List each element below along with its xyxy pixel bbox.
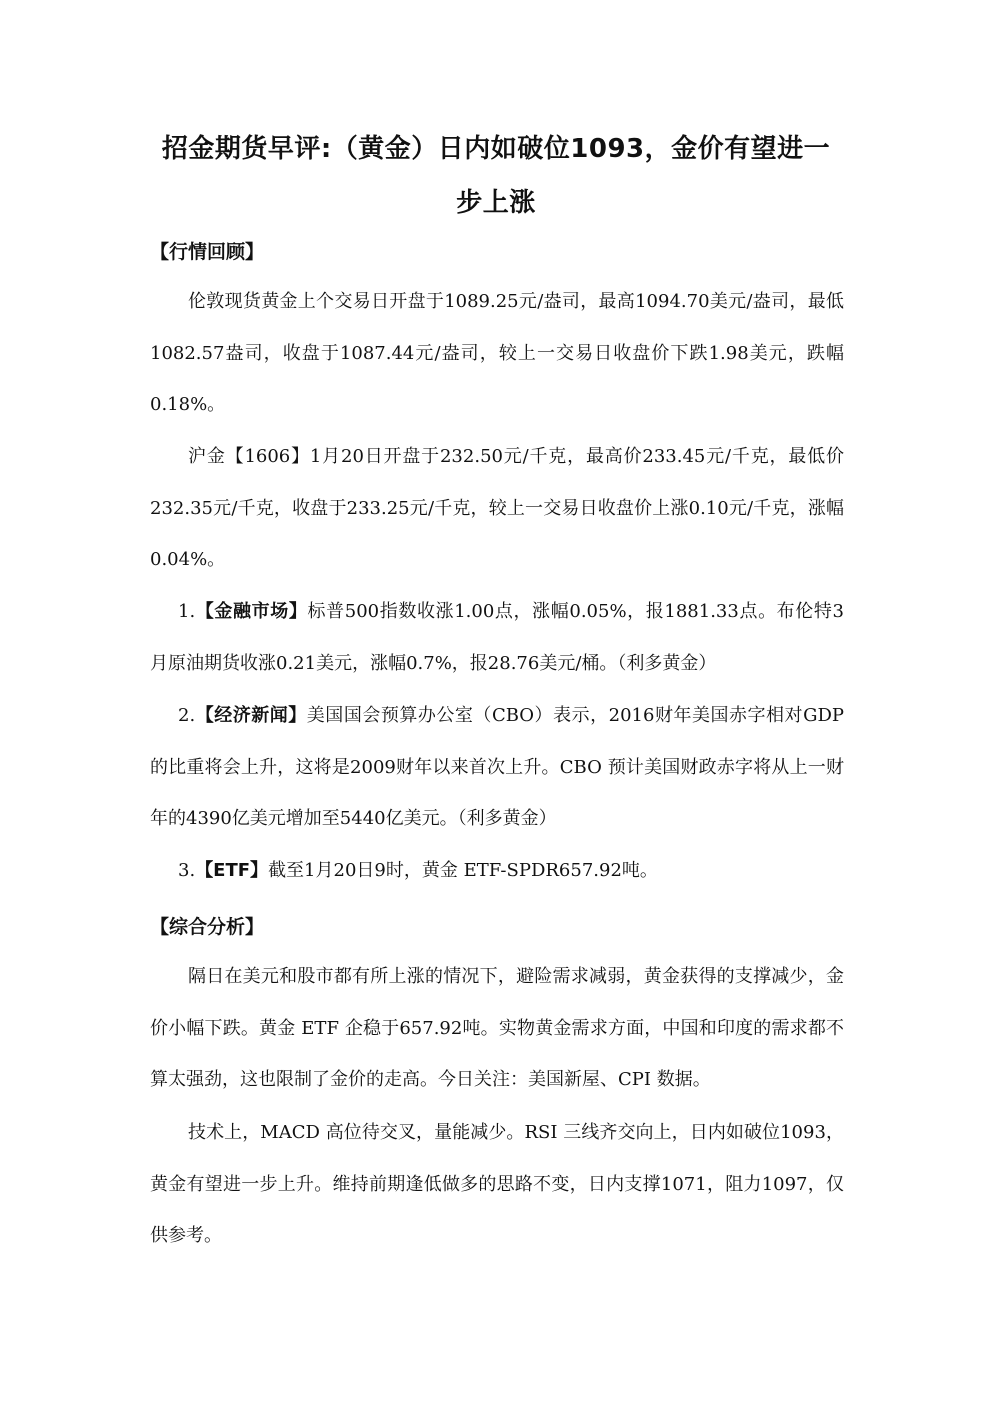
news-item-financial-market xyxy=(150,586,844,689)
review-paragraph-london-gold: 伦敦现货黄金上个交易日开盘于1089.25元/盎司，最高1094.70美元/盎司，最低1082.57盎司，收盘于1087.44元/盎司，较上一交易日收盘价下跌1.98美元，跌幅0.18%。 xyxy=(150,291,844,415)
news-item-number: 2. xyxy=(178,705,196,726)
section-heading-analysis: 【综合分析】 xyxy=(150,916,265,938)
news-item-economic-news xyxy=(150,690,844,845)
analysis-paragraph-market: 隔日在美元和股市都有所上涨的情况下，避险需求减弱，黄金获得的支撑减少，金价小幅下跌。黄金 ETF 企稳于657.92吨。实物黄金需求方面，中国和印度的需求都不算太强劲，这也限制了金价的走高。今日关注：美国新屋、CPI 数据。 xyxy=(150,966,844,1090)
news-item-tag: 【金融市场】 xyxy=(195,601,308,622)
news-item-number: 1. xyxy=(178,601,196,622)
news-item-text: 截至1月20日9时，黄金 ETF-SPDR657.92吨。 xyxy=(268,860,658,881)
review-paragraph-shanghai-gold: 沪金【1606】1月20日开盘于232.50元/千克，最高价233.45元/千克，最低价232.35元/千克，收盘于233.25元/千克，较上一交易日收盘价上涨0.10元/千克，涨幅0.04%。 xyxy=(150,446,844,570)
document-title: 招金期货早评:（黄金）日内如破位1093，金价有望进一步上涨 xyxy=(161,134,831,218)
news-item-text: 美国国会预算办公室（CBO）表示，2016财年美国赤字相对GDP 的比重将会上升，这将是2009财年以来首次上升。CBO 预计美国财政赤字将从上一财年的4390亿美元增加至5440亿美元。（利多黄金） xyxy=(150,705,844,829)
news-item-text: 标普500指数收涨1.00点，涨幅0.05%，报1881.33点。布伦特3月原油期货收涨0.21美元，涨幅0.7%，报28.76美元/桶。（利多黄金） xyxy=(150,601,844,674)
section-heading-review: 【行情回顾】 xyxy=(150,241,265,263)
analysis-paragraph-technical: 技术上，MACD 高位待交叉，量能减少。RSI 三线齐交向上，日内如破位1093，黄金有望进一步上升。维持前期逢低做多的思路不变，日内支撑1071，阻力1097，仅供参考。 xyxy=(150,1122,844,1246)
news-item-number: 3. xyxy=(178,860,196,881)
news-item-etf xyxy=(150,845,844,897)
news-item-tag: 【ETF】 xyxy=(195,860,269,881)
news-item-tag: 【经济新闻】 xyxy=(195,705,307,726)
